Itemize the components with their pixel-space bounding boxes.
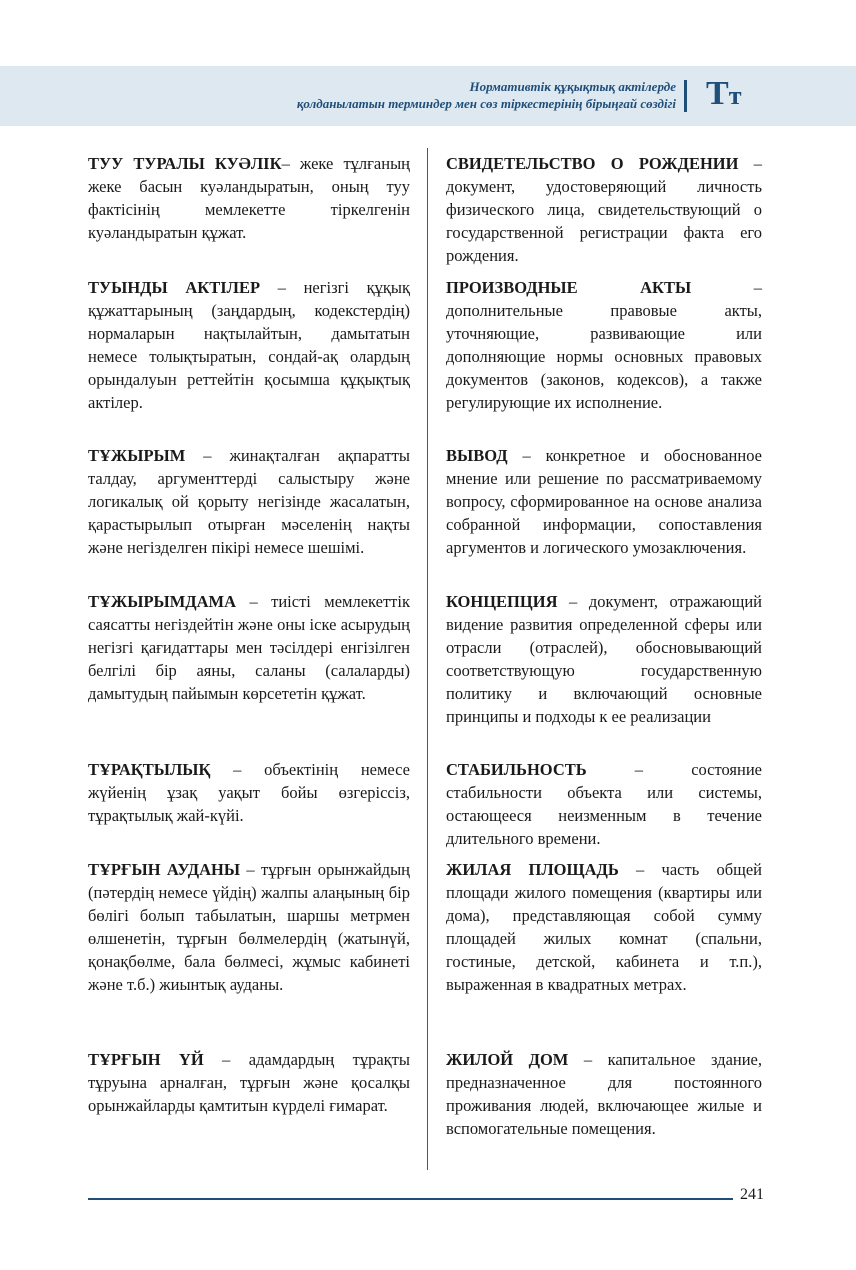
entry-kz-definition: – негізгі құқық құжаттарының (заңдардың, кодекстердің) нормаларын нақтылайтын, дамытатын немесе толықтыратын, сондай-ақ олардың орындалуын реттейтін қосымша құқықтық актілер. <box>88 278 411 412</box>
entry-ru-2 <box>446 276 762 414</box>
entry-ru-term: СТАБИЛЬНОСТЬ <box>446 760 587 779</box>
header-divider <box>684 80 687 112</box>
entry-kz-7 <box>88 1048 410 1117</box>
entry-ru-term: ЖИЛОЙ ДОМ <box>446 1050 569 1069</box>
entry-kz-5 <box>88 758 410 827</box>
entry-ru-3 <box>446 444 762 559</box>
entry-kz-6 <box>88 858 410 996</box>
entry-kz-term: ТҰРҒЫН АУДАНЫ <box>88 860 241 879</box>
entry-ru-6 <box>446 858 762 996</box>
header-title-line2: қолданылатын терминдер мен сөз тіркестерінің бірыңғай сөздігі <box>296 96 676 111</box>
entry-ru-definition: – часть общей площади жилого помещения (квартиры или дома), представляющая собой сумму площадей жилых комнат (спальни, гостиные, детской, кабинета и т.п.), выраженная в квадратных метрах. <box>446 860 762 994</box>
entry-kz-term: ТҰЖЫРЫМДАМА <box>88 592 237 611</box>
entry-kz-definition: – тұрғын орынжайдың (пәтердің немесе үйдің) жалпы алаңының бір бөлігі болып табылатын, шаршы метрмен өлшенетін, тұрғын бөлмелердің (жатынүй, қонақбөлме, бала бөлмесі, жұмыс кабинеті және т.б.) жиынтық ауданы. <box>88 860 410 994</box>
entry-ru-1 <box>446 152 762 267</box>
entry-ru-definition: – конкретное и обоснованное мнение или решение по рассматриваемому вопросу, сформированное на основе анализа собранной информации, сопоставления аргументов и логического умозаключения. <box>446 446 762 557</box>
entry-ru-definition: – документ, удостоверяющий личность физического лица, свидетельствующий о государственной регистрации факта его рождения. <box>446 154 763 265</box>
entry-ru-term: ВЫВОД <box>446 446 508 465</box>
entry-ru-definition: – дополнительные правовые акты, уточняющие, развивающие или дополняющие нормы основных правовых документов (законов, кодексов), а также регулирующие их исполнение. <box>446 278 762 412</box>
entry-kz-definition: – жинақталған ақпаратты талдау, аргументтерді салыстыру және логикалық ой қорыту негізінде жасалатын, қарастырылып отырған мәселенің нақты және негізделген пікірі немесе шешімі. <box>88 446 410 557</box>
header-title <box>297 78 676 112</box>
column-divider <box>427 148 428 1170</box>
entry-ru-definition: – капитальное здание, предназначенное для постоянного проживания людей, включающее жилые и вспомогательные помещения. <box>446 1050 762 1138</box>
entry-kz-2 <box>88 276 410 414</box>
entry-ru-definition: – документ, отражающий видение развития определенной сферы или отрасли (отраслей), обосновывающий соответствующую государственную политику и включающий основные принципы и подходы к ее реализации <box>446 592 762 726</box>
entry-kz-term: ТУЫНДЫ АКТІЛЕР <box>88 278 261 297</box>
entry-kz-definition: – тиісті мемлекеттік саясатты негіздейтін және оны іске асырудың негізгі қағидаттары мен тәсілдері енгізілген белгілі бір аяны, саланы (салаларды) дамытудың пайымын көрсететін құжат. <box>88 592 410 703</box>
entry-ru-term: КОНЦЕПЦИЯ <box>446 592 558 611</box>
entry-kz-term: ТҰЖЫРЫМ <box>88 446 186 465</box>
page-header <box>0 66 856 126</box>
section-letter <box>706 74 741 116</box>
entry-ru-term: СВИДЕТЕЛЬСТВО О РОЖДЕНИИ <box>446 154 739 173</box>
section-letter-big: Т <box>706 75 729 112</box>
entry-kz-1 <box>88 152 410 244</box>
entry-ru-term: ЖИЛАЯ ПЛОЩАДЬ <box>446 860 619 879</box>
entry-kz-term: ТУУ ТУРАЛЫ КУӘЛІК <box>88 154 282 173</box>
entry-ru-5 <box>446 758 762 850</box>
entry-kz-term: ТҰРАҚТЫЛЫҚ <box>88 760 211 779</box>
entry-kz-definition: – объектінің немесе жүйенің ұзақ уақыт бойы өзгеріссіз, тұрақтылық жай-күйі. <box>88 760 410 825</box>
entry-ru-term: ПРОИЗВОДНЫЕ АКТЫ <box>446 278 692 297</box>
footer-rule <box>88 1198 733 1200</box>
entry-ru-4 <box>446 590 762 728</box>
entry-kz-term: ТҰРҒЫН ҮЙ <box>88 1050 204 1069</box>
entry-ru-7 <box>446 1048 762 1140</box>
header-title-line1: Нормативтік құқықтық актілерде <box>469 79 676 94</box>
entry-kz-definition: – жеке тұлғаның жеке басын куәландыратын, оның туу фактісінің мемлекетте тіркелгенін куәландыратын құжат. <box>88 154 410 242</box>
section-letter-small: т <box>728 81 742 110</box>
entry-kz-3 <box>88 444 410 559</box>
entry-kz-definition: – адамдардың тұрақты тұруына арналған, тұрғын және қосалқы орынжайларды қамтитын күрделі ғимарат. <box>88 1050 410 1115</box>
entry-ru-definition: – состояние стабильности объекта или системы, остающееся неизменным в течение длительного времени. <box>446 760 762 848</box>
entry-kz-4 <box>88 590 410 705</box>
page-number: 241 <box>740 1186 764 1203</box>
